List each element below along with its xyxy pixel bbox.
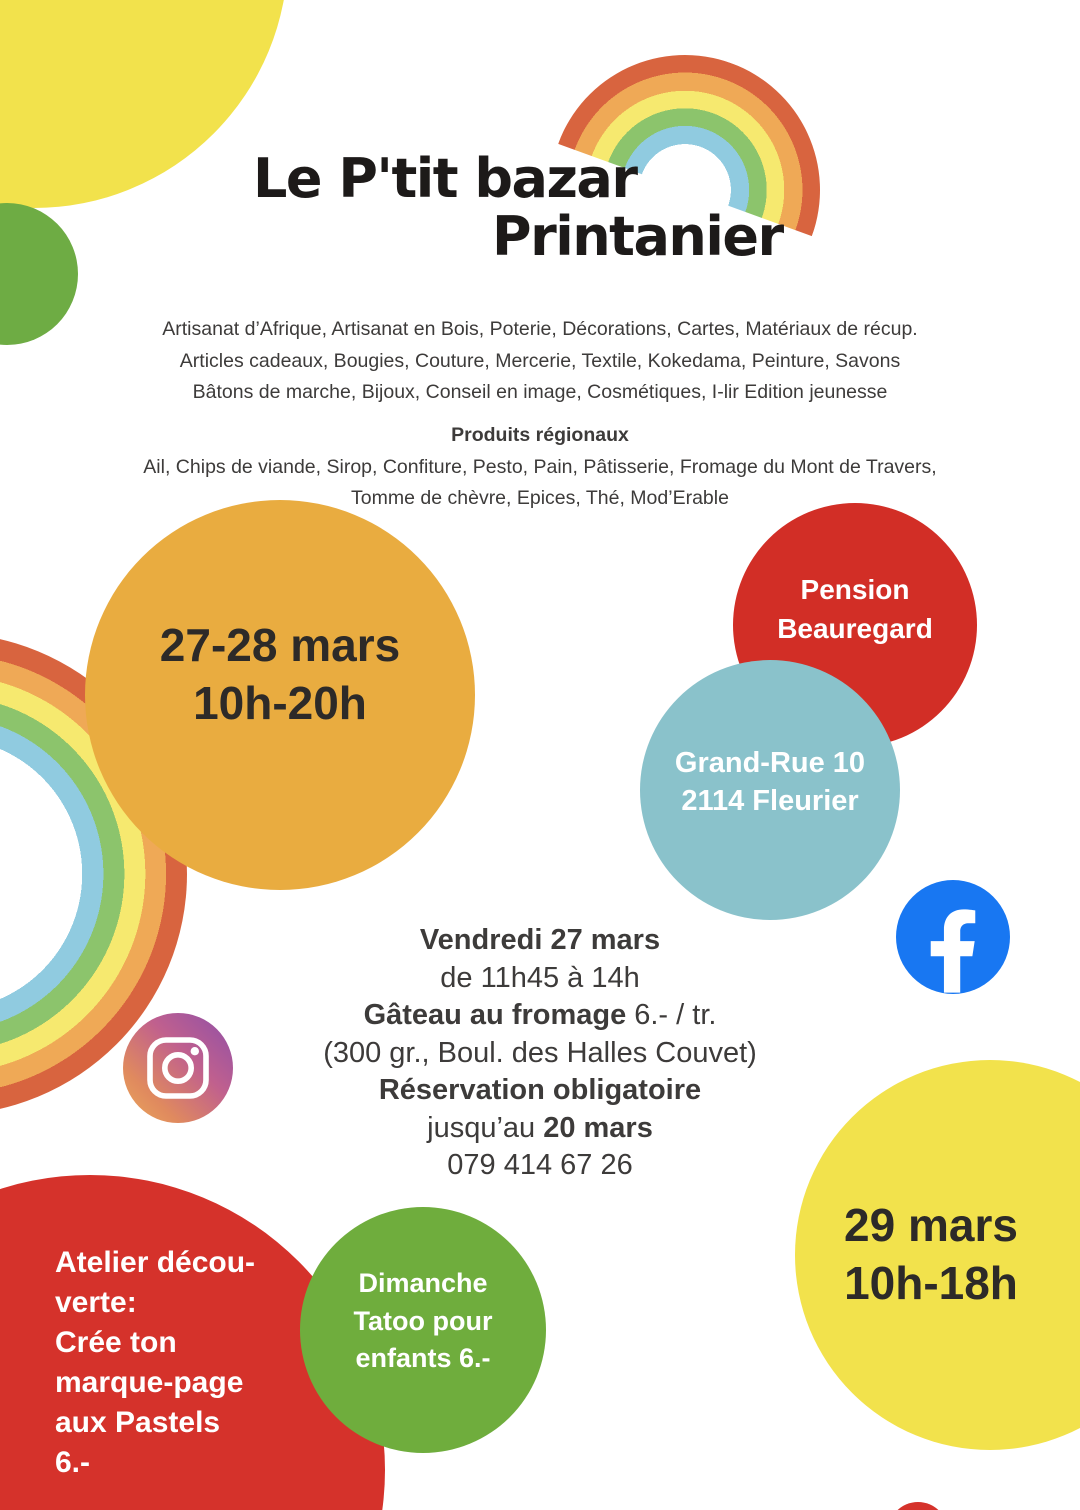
regional-line: Ail, Chips de viande, Sirop, Confiture, Pesto, Pain, Pâtisserie, Fromage du Mont de Travers, <box>143 455 937 478</box>
venue-line: Pension <box>800 574 910 605</box>
workshop-line: 6.- <box>55 1446 91 1479</box>
main-hours: 10h-20h <box>193 677 367 729</box>
regional-line: Tomme de chèvre, Epices, Thé, Mod’Erable <box>351 487 729 509</box>
products-line: Bâtons de marche, Bijoux, Conseil en image, Cosmétiques, I-lir Edition jeunesse <box>192 381 888 403</box>
address-line: Grand-Rue 10 <box>674 747 866 779</box>
tattoo-line: Dimanche <box>358 1268 488 1298</box>
main-dates: 27-28 mars <box>159 619 401 671</box>
workshop-line: marque-page <box>55 1366 244 1399</box>
friday-info <box>0 922 1080 1185</box>
poster-title-line1: Le P'tit bazar <box>253 147 637 210</box>
tattoo-line: enfants 6.- <box>355 1343 491 1373</box>
workshop-line: verte: <box>55 1286 137 1319</box>
deadline-date: 20 mars <box>543 1111 653 1144</box>
friday-offer-detail: (300 gr., Boul. des Halles Couvet) <box>323 1036 757 1069</box>
yellow-circle-top-left <box>0 0 288 208</box>
sunday-hours: 10h-18h <box>844 1257 1018 1309</box>
friday-deadline <box>0 1110 1080 1148</box>
address-line: 2114 Fleurier <box>681 785 859 817</box>
venue-name-text <box>733 570 977 648</box>
friday-time: de 11h45 à 14h <box>440 961 640 994</box>
friday-offer-price: 6.- / tr. <box>634 999 717 1031</box>
venue-line: Beauregard <box>777 613 933 644</box>
products-line: Articles cadeaux, Bougies, Couture, Mercerie, Textile, Kokedama, Peinture, Savons <box>179 349 901 372</box>
friday-offer <box>0 997 1080 1035</box>
products-list <box>0 314 1080 409</box>
tattoo-line: Tatoo pour <box>353 1305 493 1336</box>
poster-title-line2: Printanier <box>492 205 783 268</box>
friday-phone: 079 414 67 26 <box>447 1149 633 1181</box>
regional-products <box>0 420 1080 515</box>
products-line: Artisanat d’Afrique, Artisanat en Bois, Poterie, Décorations, Cartes, Matériaux de récup. <box>162 318 918 340</box>
tattoo-text <box>300 1265 546 1378</box>
workshop-line: Crée ton <box>55 1326 177 1359</box>
red-circle-bottom-edge <box>888 1502 948 1510</box>
workshop-line: Atelier décou- <box>55 1246 256 1279</box>
sunday-dates: 29 mars <box>844 1199 1018 1251</box>
friday-offer-name: Gâteau au fromage <box>363 999 627 1031</box>
deadline-prefix: jusqu’au <box>427 1111 536 1144</box>
friday-heading: Vendredi 27 mars <box>419 924 661 956</box>
friday-reservation: Réservation obligatoire <box>378 1074 702 1106</box>
main-dates-text <box>85 616 475 732</box>
venue-address-text <box>640 744 900 820</box>
regional-heading: Produits régionaux <box>451 424 629 446</box>
sunday-dates-text <box>795 1196 1067 1312</box>
workshop-line: aux Pastels <box>55 1406 221 1439</box>
